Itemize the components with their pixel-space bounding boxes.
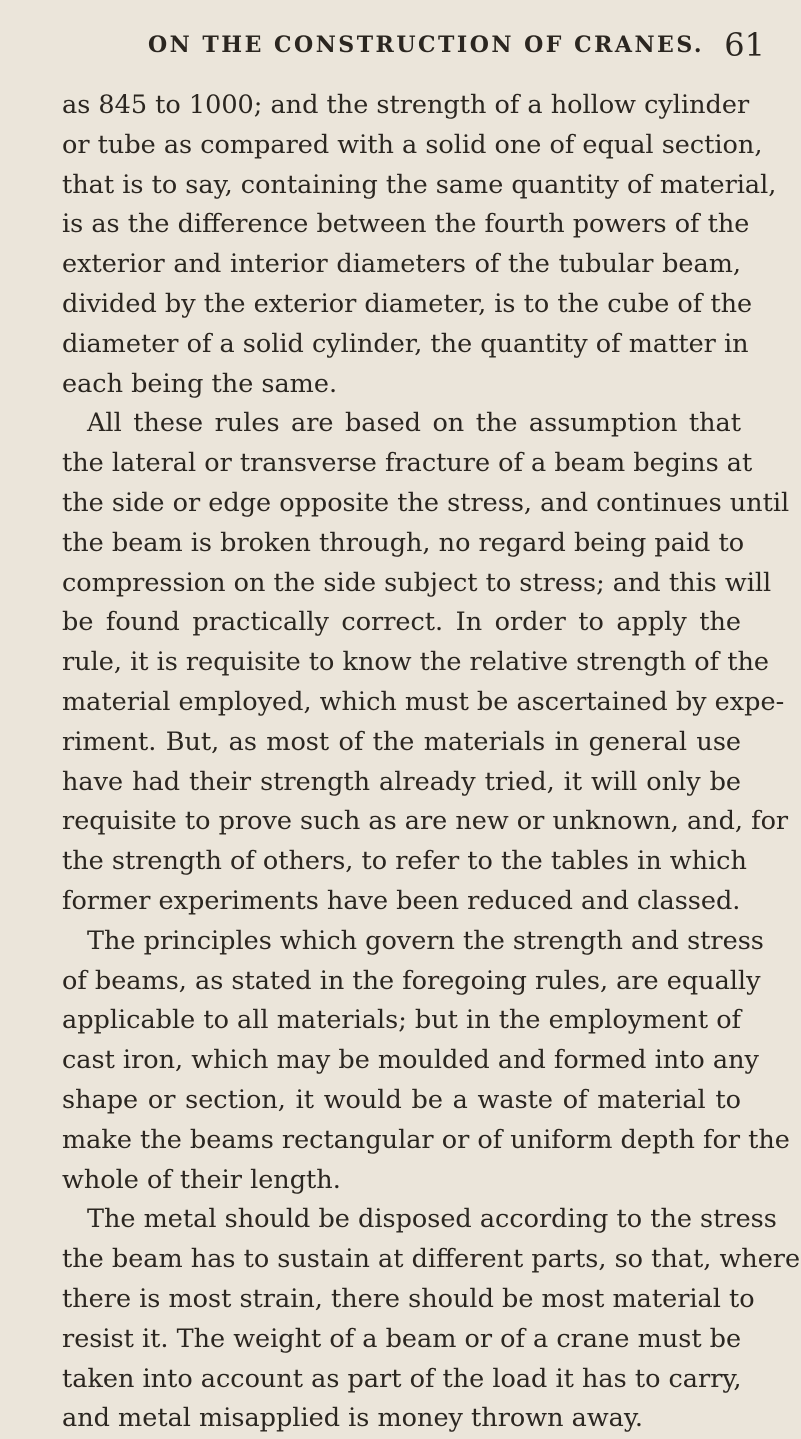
text-line: or tube as compared with a solid one of equal section, xyxy=(62,129,763,160)
text-line: cast iron, which may be moulded and formed into any xyxy=(62,1045,759,1076)
text-line: the lateral or transverse fracture of a beam begins at xyxy=(62,448,753,479)
text-line: is as the difference between the fourth powers of the xyxy=(62,209,750,240)
text-line: as 845 to 1000; and the strength of a hollow cylinder xyxy=(62,90,750,120)
text-line: resist it. The weight of a beam or of a crane must be xyxy=(62,1323,742,1354)
text-line: shape or section, it would be a waste of material to xyxy=(62,1084,741,1115)
text-line: taken into account as part of the load it has to carry, xyxy=(62,1363,742,1394)
text-line: be found practically correct. In order to apply the xyxy=(62,607,741,638)
text-line: compression on the side subject to stress; and this will xyxy=(62,567,772,598)
text-line: rule, it is requisite to know the relative strength of the xyxy=(62,647,769,678)
text-line: The principles which govern the strength and stress xyxy=(87,925,764,956)
text-line: exterior and interior diameters of the tubular beam, xyxy=(62,249,741,280)
text-line: whole of their length. xyxy=(62,1164,341,1195)
page-number: 61 xyxy=(724,26,765,64)
text-line: applicable to all materials; but in the employment of xyxy=(62,1005,741,1036)
text-line: requisite to prove such as are new or unknown, and, for xyxy=(62,806,789,837)
text-line: the side or edge opposite the stress, and continues until xyxy=(62,487,790,518)
text-line: the strength of others, to refer to the tables in which xyxy=(62,846,747,877)
text-line: divided by the exterior diameter, is to the cube of the xyxy=(62,288,753,319)
body-text xyxy=(62,86,801,1439)
text-line: riment. But, as most of the materials in general use xyxy=(62,726,741,757)
text-line: that is to say, containing the same quantity of material, xyxy=(62,169,777,200)
text-line: the beam is broken through, no regard being paid to xyxy=(62,527,745,558)
text-line: and metal misapplied is money thrown away. xyxy=(62,1403,643,1434)
text-line: have had their strength already tried, it will only be xyxy=(62,766,741,797)
text-line: the beam has to sustain at different parts, so that, where xyxy=(62,1244,801,1275)
text-line: former experiments have been reduced and classed. xyxy=(62,885,741,916)
text-line: there is most strain, there should be most material to xyxy=(62,1283,755,1314)
running-title: ON THE CONSTRUCTION OF CRANES. xyxy=(148,32,705,58)
text-line: each being the same. xyxy=(62,368,338,399)
text-line: make the beams rectangular or of uniform depth for the xyxy=(62,1124,790,1155)
text-line: The metal should be disposed according to the stress xyxy=(87,1204,777,1235)
text-line: of beams, as stated in the foregoing rules, are equally xyxy=(62,965,761,996)
text-line: diameter of a solid cylinder, the quantity of matter in xyxy=(62,328,749,359)
text-line: All these rules are based on the assumption that xyxy=(87,408,741,439)
running-head xyxy=(0,26,801,66)
text-line: material employed, which must be ascertained by expe- xyxy=(62,686,785,717)
